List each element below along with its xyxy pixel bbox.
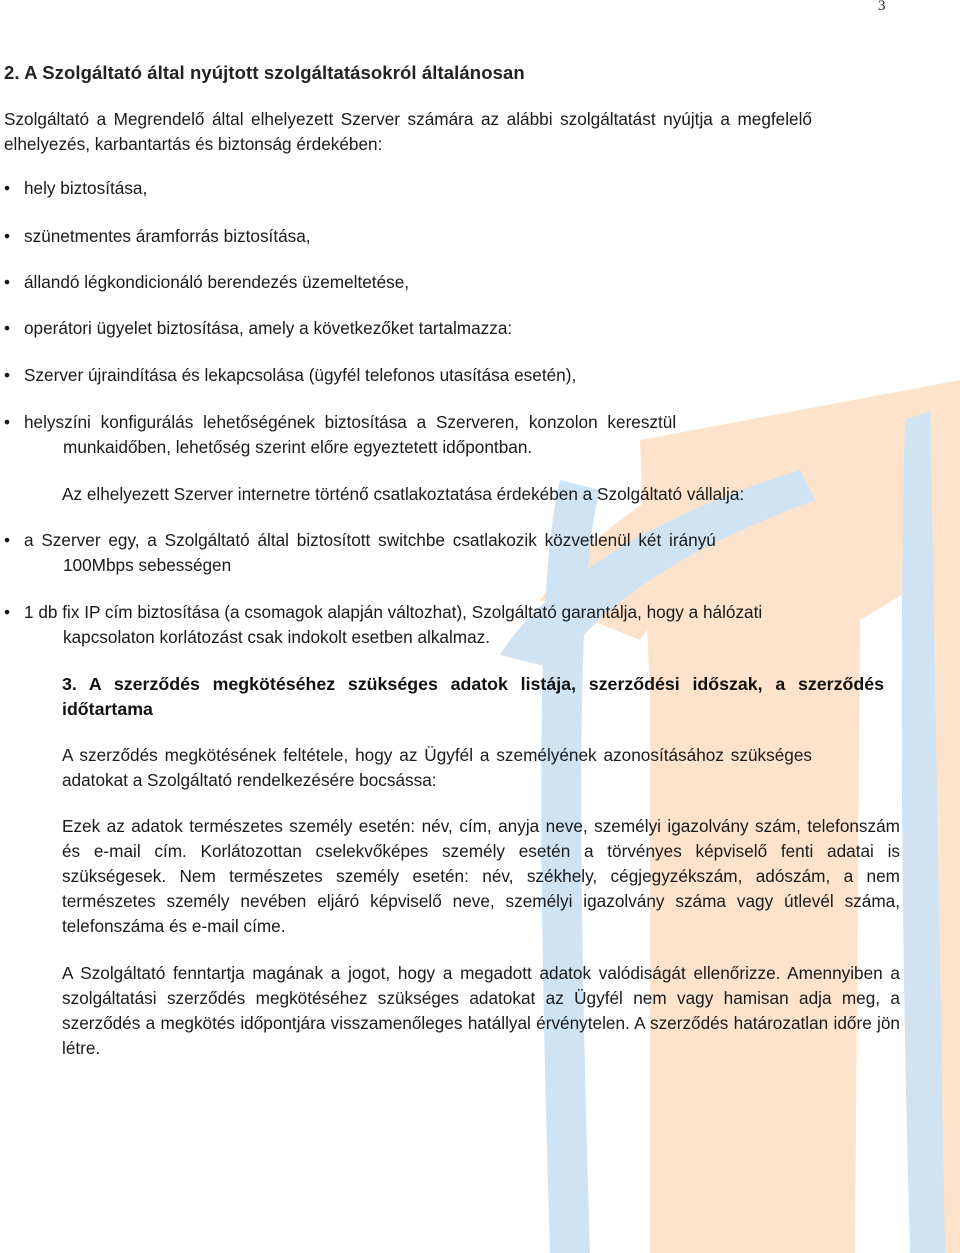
section-3-para-1: A szerződés megkötésének feltétele, hogy az Ügyfél a személyének azonosításához szükséges adatokat a Szolgáltató rendelkezésére bocsássa: — [62, 745, 812, 790]
list-item: • 1 db fix IP cím biztosítása (a csomagok alapján változhat), Szolgáltató garantálja, hogy a hálózati kapcsolaton korlátozást csak indokolt esetben alkalmaz. — [4, 602, 763, 647]
bullet-icon: • — [4, 602, 11, 622]
bullet-icon: • — [4, 226, 11, 246]
section-3-heading: 3. A szerződés megkötéséhez szükséges adatok listája, szerződési időszak, a szerződés időtartama — [62, 674, 884, 719]
bullet-icon: • — [4, 365, 11, 385]
page-number: 3 — [878, 0, 886, 14]
section-3-para-3: A Szolgáltató fenntartja magának a jogot, hogy a megadott adatok valódiságát ellenőrizze. Amennyiben a szolgáltatási szerződés megkötéséhez szükséges adatokat az Ügyfél nem vagy hamisan adja meg, a szerződés a megkötés időpontjára visszamenőleges hatállyal érvénytelen. A szerződés határozatlan időre jön létre. — [62, 963, 900, 1058]
list-item: • helyszíni konfigurálás lehetőségének biztosítása a Szerveren, konzolon keresztül munkaidőben, lehetőség szerint előre egyeztetett időpontban. — [4, 412, 677, 457]
list-item: • állandó légkondicionáló berendezés üzemeltetése, — [4, 270, 409, 295]
section-3-para-2: Ezek az adatok természetes személy esetén: név, cím, anyja neve, személyi igazolvány szám, telefonszám és e-mail cím. Korlátozottan cselekvőképes személy esetén a törvényes képviselő fenti adatai is szükségesek. Nem természetes személy esetén: név, székhely, cégjegyzékszám, adószám, a nem természetes személy nevében eljáró képviselő neve, személyi igazolvány száma vagy útlevél száma, telefonszáma és e-mail címe. — [62, 816, 900, 936]
bullet-icon: • — [4, 178, 11, 198]
list-item: • hely biztosítása, — [4, 176, 147, 201]
list-item: • a Szerver egy, a Szolgáltató által biztosított switchbe csatlakozik közvetlenül két irányú 100Mbps sebességen — [4, 530, 716, 575]
list-item: • Szerver újraindítása és lekapcsolása (ügyfél telefonos utasítása esetén), — [4, 363, 576, 388]
bullet-icon: • — [4, 318, 11, 338]
section-2-heading: 2. A Szolgáltató által nyújtott szolgáltatásokról általánosan — [4, 62, 525, 83]
section-2-intro: Szolgáltató a Megrendelő által elhelyezett Szerver számára az alábbi szolgáltatást nyújtja a megfelelő elhelyezés, karbantartás és biztonság érdekében: — [4, 109, 812, 154]
connection-intro: Az elhelyezett Szerver internetre történő csatlakoztatása érdekében a Szolgáltató vállalja: — [62, 484, 745, 504]
list-item: • operátori ügyelet biztosítása, amely a következőket tartalmazza: — [4, 316, 512, 341]
bullet-icon: • — [4, 530, 11, 550]
bullet-icon: • — [4, 412, 11, 432]
list-item: • szünetmentes áramforrás biztosítása, — [4, 224, 311, 249]
bullet-icon: • — [4, 272, 11, 292]
